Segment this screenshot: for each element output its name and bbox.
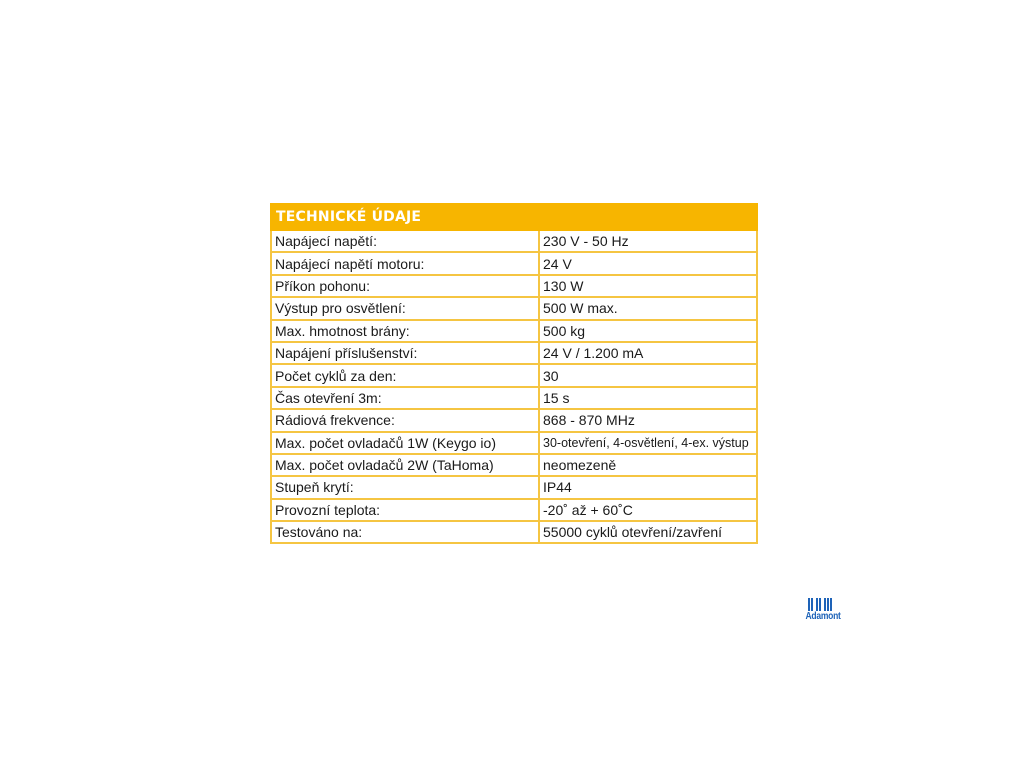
spec-value: 24 V [539, 252, 757, 274]
spec-label: Testováno na: [271, 521, 539, 543]
spec-value: IP44 [539, 476, 757, 498]
spec-value: 30 [539, 364, 757, 386]
spec-value: 15 s [539, 387, 757, 409]
table-row [271, 521, 757, 543]
spec-label: Provozní teplota: [271, 499, 539, 521]
technical-specs-table [270, 203, 758, 544]
spec-label: Stupeň krytí: [271, 476, 539, 498]
spec-value: 30-otevření, 4-osvětlení, 4-ex. výstup [539, 432, 757, 454]
table-header-row [271, 204, 757, 230]
table-title: TECHNICKÉ ÚDAJE [271, 204, 757, 230]
spec-label: Napájení příslušenství: [271, 342, 539, 364]
table-row [271, 387, 757, 409]
spec-label: Počet cyklů za den: [271, 364, 539, 386]
spec-label: Příkon pohonu: [271, 275, 539, 297]
adamont-logo [803, 598, 841, 630]
table-row [271, 320, 757, 342]
table-row [271, 297, 757, 319]
spec-label: Max. hmotnost brány: [271, 320, 539, 342]
table-row [271, 454, 757, 476]
table-row [271, 342, 757, 364]
barcode-icon [803, 598, 837, 611]
table-row [271, 230, 757, 252]
table-row [271, 409, 757, 431]
spec-label: Max. počet ovladačů 2W (TaHoma) [271, 454, 539, 476]
spec-value: -20˚ až + 60˚C [539, 499, 757, 521]
spec-value: 500 W max. [539, 297, 757, 319]
spec-value: 230 V - 50 Hz [539, 230, 757, 252]
table-row [271, 364, 757, 386]
spec-value: 500 kg [539, 320, 757, 342]
spec-value: 130 W [539, 275, 757, 297]
spec-label: Napájecí napětí motoru: [271, 252, 539, 274]
spec-value: 24 V / 1.200 mA [539, 342, 757, 364]
spec-value: neomezeně [539, 454, 757, 476]
spec-label: Čas otevření 3m: [271, 387, 539, 409]
table-row [271, 476, 757, 498]
table-row [271, 275, 757, 297]
spec-value: 868 - 870 MHz [539, 409, 757, 431]
spec-value: 55000 cyklů otevření/zavření [539, 521, 757, 543]
table-row [271, 432, 757, 454]
spec-label: Výstup pro osvětlení: [271, 297, 539, 319]
table-row [271, 499, 757, 521]
spec-label: Napájecí napětí: [271, 230, 539, 252]
spec-label: Max. počet ovladačů 1W (Keygo io) [271, 432, 539, 454]
logo-text: Adamont [805, 611, 841, 622]
spec-label: Rádiová frekvence: [271, 409, 539, 431]
table-row [271, 252, 757, 274]
